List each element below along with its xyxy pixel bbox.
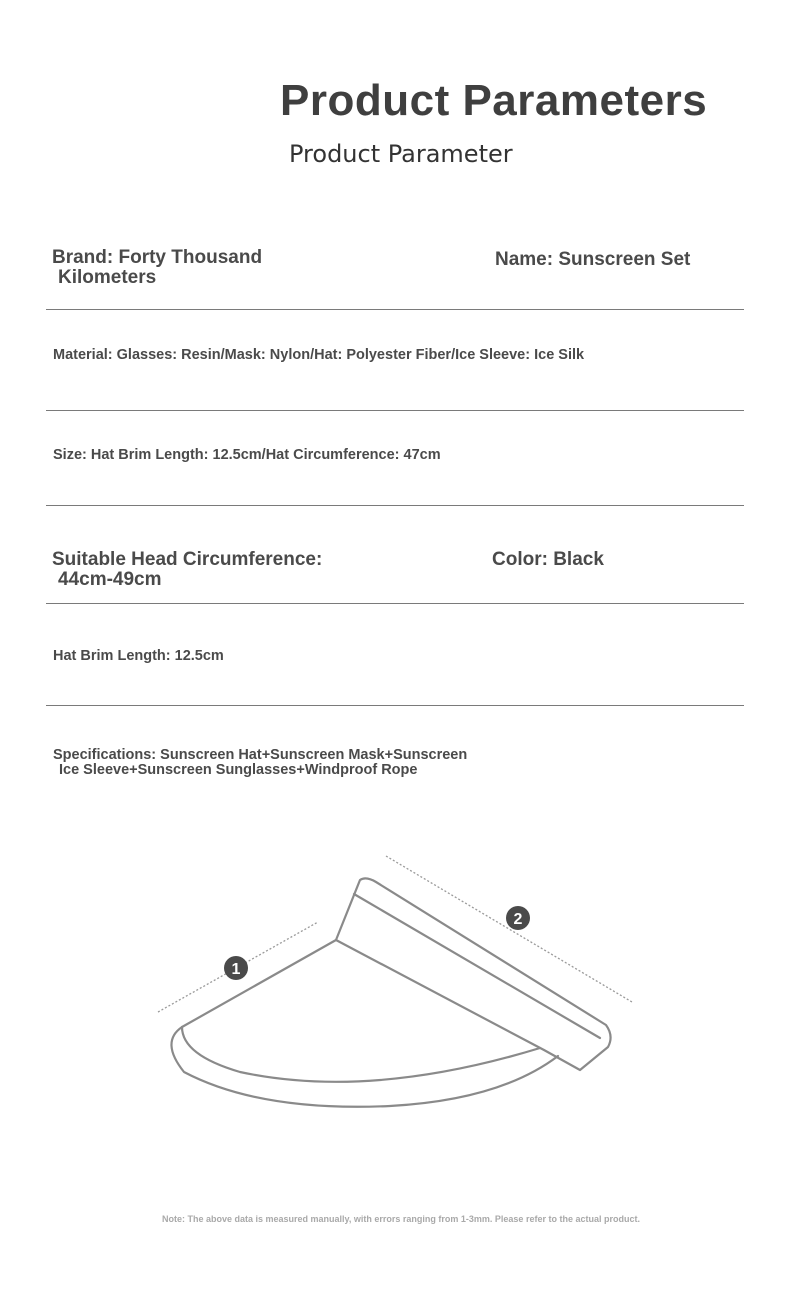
marker-2-label: 2 [513, 911, 523, 928]
name-field: Name: Sunscreen Set [495, 249, 691, 270]
divider [46, 410, 744, 411]
brim-length-field: Hat Brim Length: 12.5cm [53, 648, 224, 664]
head-circumference-line1: Suitable Head Circumference: [52, 549, 323, 570]
specifications-line1: Specifications: Sunscreen Hat+Sunscreen Mask+Sunscreen [53, 747, 468, 763]
divider [46, 705, 744, 706]
specifications-field [53, 748, 467, 778]
page-title: Product Parameters [280, 76, 708, 125]
hat-brim-inner [182, 1027, 540, 1082]
measure-line-2 [386, 856, 632, 1002]
divider [46, 505, 744, 506]
hat-brim-outline [171, 1027, 558, 1107]
marker-2 [506, 906, 530, 930]
hat-band-edge [354, 894, 600, 1038]
divider [46, 309, 744, 310]
divider [46, 603, 744, 604]
brand-field [52, 248, 262, 288]
page-subtitle: Product Parameter [289, 140, 513, 168]
size-field: Size: Hat Brim Length: 12.5cm/Hat Circumference: 47cm [53, 447, 441, 463]
head-circumference-line2: 44cm-49cm [58, 568, 162, 590]
marker-1-label: 1 [231, 961, 241, 978]
head-circumference-field [52, 550, 322, 590]
color-field: Color: Black [492, 549, 604, 570]
brand-label-line2: Kilometers [58, 266, 157, 288]
measurement-note: Note: The above data is measured manually, with errors ranging from 1-3mm. Please refer to the actual product. [162, 1214, 640, 1224]
specifications-line2: Ice Sleeve+Sunscreen Sunglasses+Windproof Rope [59, 762, 418, 779]
marker-1 [224, 956, 248, 980]
brand-label-line1: Brand: Forty Thousand [52, 247, 263, 268]
visor-hat-diagram [140, 850, 650, 1118]
hat-band-top [182, 940, 336, 1027]
material-field: Material: Glasses: Resin/Mask: Nylon/Hat: Polyester Fiber/Ice Sleeve: Ice Silk [53, 347, 585, 363]
